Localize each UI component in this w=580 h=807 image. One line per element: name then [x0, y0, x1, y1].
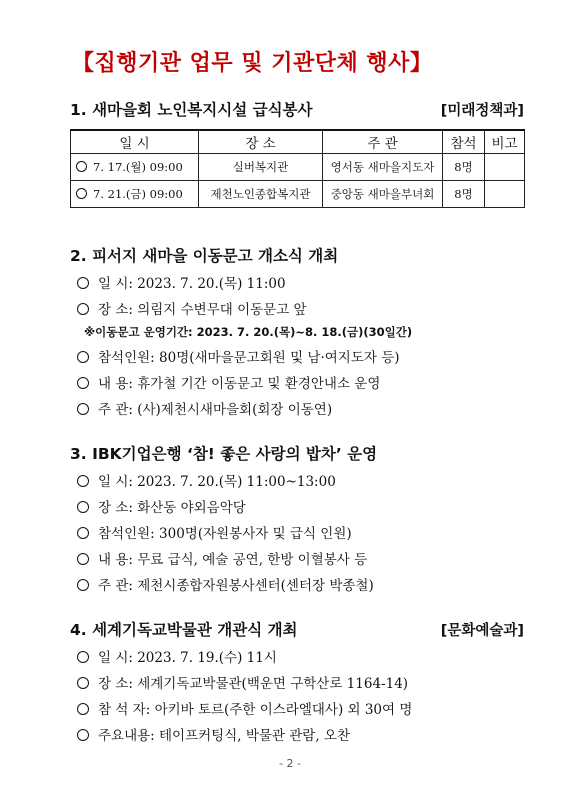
circle-bullet-icon — [77, 579, 89, 591]
circle-bullet-icon — [77, 527, 89, 539]
section-1-dept: [미래정책과] — [440, 103, 524, 119]
circle-bullet-icon — [76, 161, 87, 172]
col-header-remarks: 비고 — [485, 130, 525, 154]
cell-attendance: 8명 — [443, 154, 485, 181]
circle-bullet-icon — [77, 277, 89, 289]
section-1-heading: 1. 새마을회 노인복지시설 급식봉사 — [70, 101, 313, 119]
cell-host: 영서동 새마을지도자 — [323, 154, 443, 181]
section-2-heading: 2. 피서지 새마을 이동문고 개소식 개최 — [70, 247, 339, 265]
list-item: 주요내용: 테이프커팅식, 박물관 관람, 오찬 — [77, 724, 350, 744]
circle-bullet-icon — [77, 553, 89, 565]
circle-bullet-icon — [77, 729, 89, 741]
col-header-host: 주 관 — [323, 130, 443, 154]
list-item: 장 소: 의림지 수변무대 이동문고 앞 — [77, 298, 307, 318]
circle-bullet-icon — [77, 677, 89, 689]
col-header-datetime: 일 시 — [71, 130, 199, 154]
section-4-dept: [문화예술과] — [440, 623, 524, 639]
table-header-row — [71, 130, 525, 154]
cell-place: 제천노인종합복지관 — [199, 181, 323, 208]
page-title: 【집행기관 업무 및 기관단체 행사】 — [72, 51, 433, 76]
circle-bullet-icon — [77, 403, 89, 415]
list-item: 장 소: 세계기독교박물관(백운면 구학산로 1164-14) — [77, 672, 408, 692]
note-operation-period: ※이동문고 운영기간: 2023. 7. 20.(목)~8. 18.(금)(30일간) — [84, 325, 413, 339]
cell-place: 실버복지관 — [199, 154, 323, 181]
circle-bullet-icon — [77, 351, 89, 363]
col-header-attendance: 참석 — [443, 130, 485, 154]
cell-remarks — [485, 181, 525, 208]
list-item: 일 시: 2023. 7. 20.(목) 11:00 — [77, 272, 286, 292]
cell-datetime: 7. 17.(월) 09:00 — [71, 154, 199, 181]
list-item: 주 관: (사)제천시새마을회(회장 이동연) — [77, 398, 332, 418]
event-table — [70, 129, 525, 208]
col-header-place: 장 소 — [199, 130, 323, 154]
section-4-heading: 4. 세계기독교박물관 개관식 개최 — [70, 621, 298, 639]
section-3-heading: 3. IBK기업은행 ‘참! 좋은 사랑의 밥차’ 운영 — [70, 445, 378, 463]
circle-bullet-icon — [77, 303, 89, 315]
list-item: 내 용: 휴가철 기간 이동문고 및 환경안내소 운영 — [77, 372, 380, 392]
list-item: 내 용: 무료 급식, 예술 공연, 한방 이혈봉사 등 — [77, 548, 367, 568]
circle-bullet-icon — [76, 188, 87, 199]
list-item: 참 석 자: 아키바 토르(주한 이스라엘대사) 외 30여 명 — [77, 698, 412, 718]
list-item: 참석인원: 300명(자원봉사자 및 급식 인원) — [77, 522, 352, 542]
list-item: 일 시: 2023. 7. 20.(목) 11:00~13:00 — [77, 470, 336, 490]
list-item: 참석인원: 80명(새마을문고회원 및 남·여지도자 등) — [77, 346, 400, 366]
circle-bullet-icon — [77, 475, 89, 487]
table-row — [71, 154, 525, 181]
cell-remarks — [485, 154, 525, 181]
circle-bullet-icon — [77, 703, 89, 715]
page-number: - 2 - — [279, 757, 301, 770]
cell-attendance: 8명 — [443, 181, 485, 208]
circle-bullet-icon — [77, 651, 89, 663]
list-item: 주 관: 제천시종합자원봉사센터(센터장 박종철) — [77, 574, 374, 594]
circle-bullet-icon — [77, 377, 89, 389]
cell-datetime: 7. 21.(금) 09:00 — [71, 181, 199, 208]
table-row — [71, 181, 525, 208]
cell-host: 중앙동 새마을부녀회 — [323, 181, 443, 208]
list-item: 일 시: 2023. 7. 19.(수) 11시 — [77, 646, 277, 666]
list-item: 장 소: 화산동 야외음악당 — [77, 496, 246, 516]
circle-bullet-icon — [77, 501, 89, 513]
